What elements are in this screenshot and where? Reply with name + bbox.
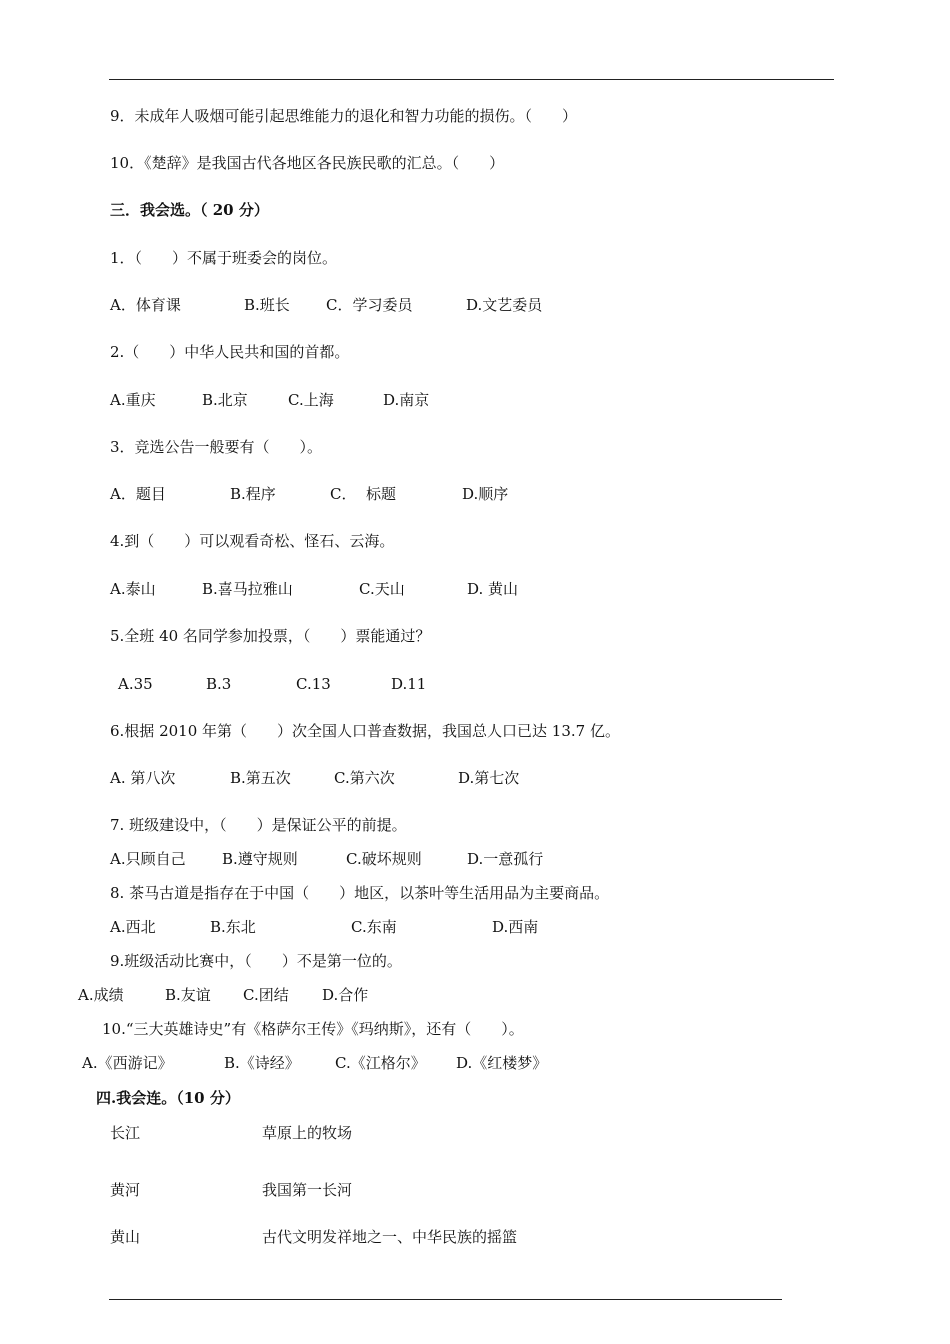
section-3-heading: 三．我会选。（ 20 分） [110, 201, 269, 219]
q10-option-b: B.《诗经》 [224, 1054, 300, 1072]
q7-option-c: C.破坏规则 [346, 850, 422, 868]
section-4-heading: 四.我会连。（10 分） [96, 1089, 240, 1107]
q9-option-d: D.合作 [322, 986, 369, 1004]
q5-option-a: A.35 [118, 675, 153, 693]
q6-option-a: A. 第八次 [110, 769, 176, 787]
q9-stem: 9.班级活动比赛中，（ ）不是第一位的。 [110, 952, 402, 970]
header-rule [109, 79, 834, 80]
q8-option-a: A.西北 [110, 918, 156, 936]
q2-stem: 2.（ ）中华人民共和国的首都。 [110, 343, 350, 361]
q7-option-a: A.只顾自己 [110, 850, 186, 868]
q2-option-b: B.北京 [202, 391, 248, 409]
q10-option-a: A.《西游记》 [82, 1054, 173, 1072]
match-left-item: 长江 [110, 1124, 141, 1142]
q4-option-a: A.泰山 [110, 580, 156, 598]
q3-option-d: D.顺序 [462, 485, 509, 503]
match-right-item: 草原上的牧场 [262, 1124, 353, 1142]
q1-option-d: D.文艺委员 [466, 296, 543, 314]
q3-option-c: C． 标题 [330, 485, 397, 503]
q10-option-d: D.《红楼梦》 [456, 1054, 548, 1072]
q2-option-d: D.南京 [383, 391, 430, 409]
q6-option-b: B.第五次 [230, 769, 291, 787]
match-right-item: 古代文明发祥地之一、中华民族的摇篮 [262, 1228, 518, 1246]
q9-option-a: A.成绩 [78, 986, 124, 1004]
q2-option-a: A.重庆 [110, 391, 156, 409]
tf-question-10: 10．《楚辞》是我国古代各地区各民族民歌的汇总。（ ） [110, 154, 505, 172]
match-left-item: 黄河 [110, 1181, 141, 1199]
q5-option-c: C.13 [296, 675, 331, 693]
q9-option-c: C.团结 [243, 986, 289, 1004]
q5-stem: 5.全班 40 名同学参加投票，（ ）票能通过？ [110, 627, 431, 645]
q4-option-c: C.天山 [359, 580, 405, 598]
q8-option-d: D.西南 [492, 918, 539, 936]
q1-stem: 1．（ ）不属于班委会的岗位。 [110, 249, 338, 267]
q2-option-c: C.上海 [288, 391, 334, 409]
footer-rule [109, 1299, 782, 1300]
q8-option-b: B.东北 [210, 918, 256, 936]
match-right-item: 我国第一长河 [262, 1181, 353, 1199]
q10-stem: 10.“三大英雄诗史”有《格萨尔王传》《玛纳斯》，还有（ ）。 [102, 1020, 524, 1038]
q4-stem: 4.到（ ）可以观看奇松、怪石、云海。 [110, 532, 395, 550]
match-left-item: 黄山 [110, 1228, 141, 1246]
q5-option-d: D.11 [391, 675, 427, 693]
q3-stem: 3．竞选公告一般要有（ ）。 [110, 438, 323, 456]
q8-option-c: C.东南 [351, 918, 397, 936]
q9-option-b: B.友谊 [165, 986, 211, 1004]
q7-option-d: D.一意孤行 [467, 850, 544, 868]
q1-option-c: C．学习委员 [326, 296, 413, 314]
q8-stem: 8. 茶马古道是指存在于中国（ ）地区，以茶叶等生活用品为主要商品。 [110, 884, 610, 902]
q7-option-b: B.遵守规则 [222, 850, 298, 868]
q10-option-c: C.《江格尔》 [335, 1054, 426, 1072]
q6-option-c: C.第六次 [334, 769, 395, 787]
q4-option-d: D. 黄山 [467, 580, 519, 598]
q5-option-b: B.3 [206, 675, 232, 693]
q7-stem: 7. 班级建设中，（ ）是保证公平的前提。 [110, 816, 407, 834]
q1-option-b: B.班长 [244, 296, 290, 314]
q4-option-b: B.喜马拉雅山 [202, 580, 293, 598]
q3-option-a: A．题目 [110, 485, 166, 503]
q3-option-b: B.程序 [230, 485, 276, 503]
q1-option-a: A．体育课 [110, 296, 181, 314]
tf-question-9: 9．未成年人吸烟可能引起思维能力的退化和智力功能的损伤。（ ） [110, 107, 578, 125]
q6-stem: 6.根据 2010 年第（ ）次全国人口普查数据，我国总人口已达 13.7 亿。 [110, 722, 620, 740]
q6-option-d: D.第七次 [458, 769, 520, 787]
